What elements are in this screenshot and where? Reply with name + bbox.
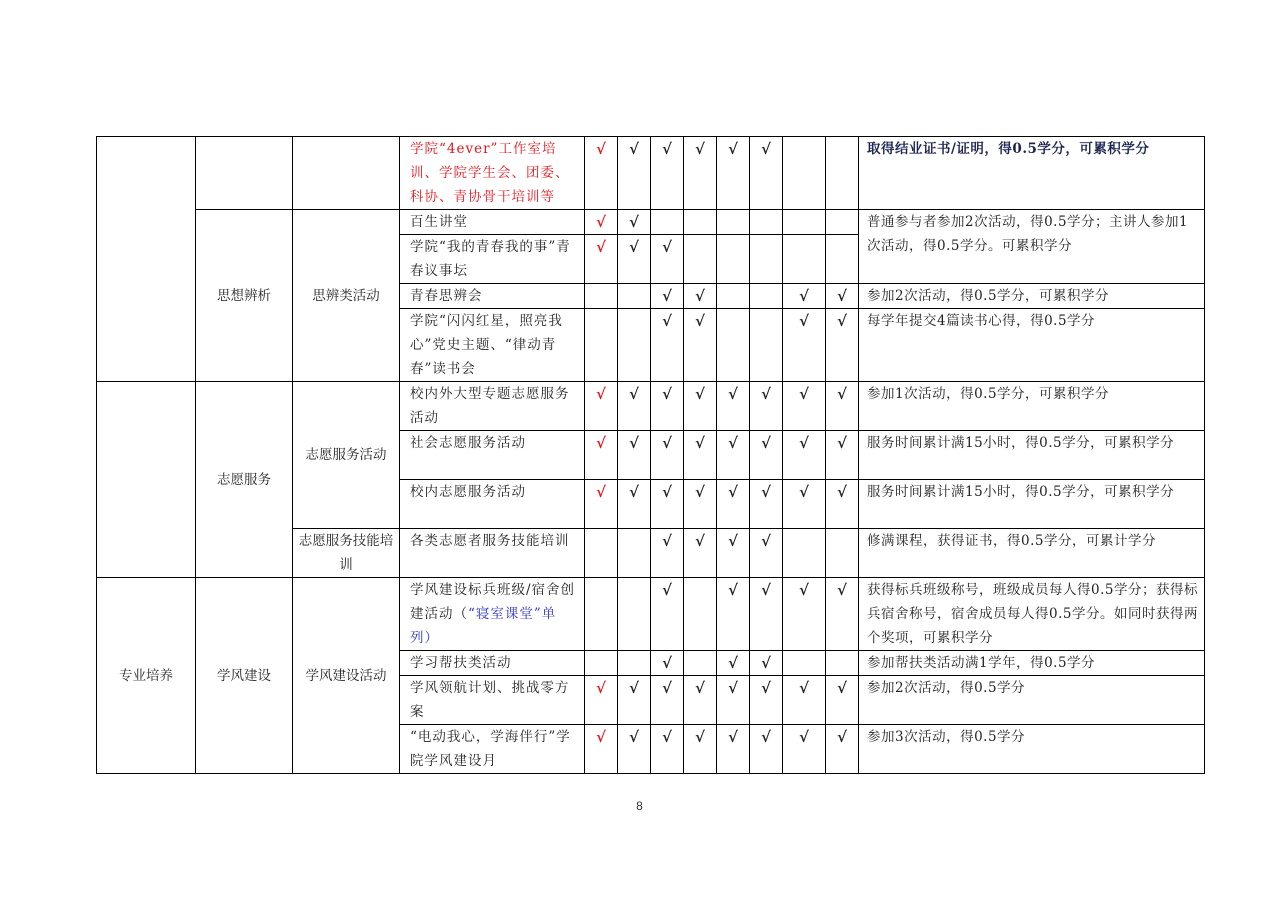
note-cell: 参加3次活动，得0.5学分 — [859, 725, 1205, 774]
empty-cell — [717, 210, 750, 235]
check-mark: √ — [750, 382, 783, 431]
type-label: 志愿服务技能培训 — [293, 529, 400, 578]
note-cell: 参加1次活动，得0.5学分，可累积学分 — [859, 382, 1205, 431]
check-mark: √ — [684, 431, 717, 480]
check-mark: √ — [618, 725, 651, 774]
note-cell: 修满课程，获得证书，得0.5学分，可累计学分 — [859, 529, 1205, 578]
check-mark: √ — [783, 284, 826, 309]
type-label: 学风建设活动 — [293, 578, 400, 774]
check-mark: √ — [651, 284, 684, 309]
table-row — [97, 382, 1205, 431]
check-mark: √ — [585, 431, 618, 480]
activity-cell: 校内外大型专题志愿服务活动 — [400, 382, 585, 431]
check-mark: √ — [717, 676, 750, 725]
empty-cell — [750, 235, 783, 284]
check-mark: √ — [717, 578, 750, 651]
check-mark: √ — [826, 309, 859, 382]
check-mark: √ — [717, 382, 750, 431]
activity-cell: 学院“闪闪红星，照亮我心”党史主题、“律动青春”读书会 — [400, 309, 585, 382]
empty-cell — [826, 210, 859, 235]
check-mark: √ — [717, 480, 750, 529]
check-mark: √ — [651, 676, 684, 725]
check-mark: √ — [585, 235, 618, 284]
check-mark: √ — [783, 309, 826, 382]
empty-cell — [585, 651, 618, 676]
check-mark: √ — [651, 480, 684, 529]
note-cell: 取得结业证书/证明，得0.5学分，可累积学分 — [859, 137, 1205, 210]
check-mark: √ — [618, 676, 651, 725]
check-mark: √ — [783, 676, 826, 725]
empty-cell — [783, 210, 826, 235]
empty-cell — [618, 529, 651, 578]
category-cell-top — [97, 137, 196, 382]
check-mark: √ — [684, 529, 717, 578]
empty-cell — [826, 651, 859, 676]
check-mark: √ — [651, 235, 684, 284]
check-mark: √ — [618, 431, 651, 480]
empty-cell — [684, 578, 717, 651]
check-mark: √ — [783, 382, 826, 431]
check-mark: √ — [826, 431, 859, 480]
empty-cell — [684, 210, 717, 235]
activity-cell: 百生讲堂 — [400, 210, 585, 235]
check-mark: √ — [750, 578, 783, 651]
check-mark: √ — [651, 309, 684, 382]
activity-cell: “电动我心，学海伴行”学院学风建设月 — [400, 725, 585, 774]
check-mark: √ — [651, 578, 684, 651]
activity-highlight: “寝室课堂”单列 — [410, 606, 557, 646]
check-mark: √ — [750, 431, 783, 480]
empty-cell — [717, 235, 750, 284]
type-label: 思辨类活动 — [293, 210, 400, 382]
check-mark: √ — [717, 431, 750, 480]
empty-cell — [585, 578, 618, 651]
check-mark: √ — [618, 137, 651, 210]
check-mark: √ — [684, 676, 717, 725]
empty-cell — [684, 235, 717, 284]
empty-cell — [750, 309, 783, 382]
check-mark: √ — [618, 235, 651, 284]
note-cell: 获得标兵班级称号，班级成员每人得0.5学分；获得标兵宿舍称号，宿舍成员每人得0.5学分。如同时获得两个奖项，可累积学分 — [859, 578, 1205, 651]
category-label: 专业培养 — [97, 578, 196, 774]
table-row — [97, 137, 1205, 210]
note-cell: 参加2次活动，得0.5学分，可累积学分 — [859, 284, 1205, 309]
check-mark: √ — [750, 725, 783, 774]
empty-cell — [618, 309, 651, 382]
check-mark: √ — [783, 578, 826, 651]
empty-cell — [783, 651, 826, 676]
check-mark: √ — [826, 480, 859, 529]
empty-cell — [826, 529, 859, 578]
category-cell-middle — [97, 382, 196, 578]
check-mark: √ — [651, 725, 684, 774]
check-mark: √ — [585, 382, 618, 431]
empty-cell — [750, 284, 783, 309]
empty-cell — [684, 651, 717, 676]
activity-cell — [400, 578, 585, 651]
subcategory-label: 思想辨析 — [196, 210, 293, 382]
check-mark: √ — [585, 676, 618, 725]
empty-cell — [750, 210, 783, 235]
check-mark: √ — [783, 480, 826, 529]
activity-cell: 青春思辨会 — [400, 284, 585, 309]
check-mark: √ — [651, 431, 684, 480]
note-cell: 服务时间累计满15小时，得0.5学分，可累积学分 — [859, 480, 1205, 529]
type-label: 志愿服务活动 — [293, 382, 400, 529]
activity-cell: 学院“4ever”工作室培训、学院学生会、团委、科协、青协骨干培训等 — [400, 137, 585, 210]
check-mark: √ — [651, 137, 684, 210]
empty-cell — [618, 578, 651, 651]
check-mark: √ — [750, 137, 783, 210]
activity-cell: 各类志愿者服务技能培训 — [400, 529, 585, 578]
check-mark: √ — [684, 480, 717, 529]
table-row — [97, 578, 1205, 651]
empty-cell — [717, 309, 750, 382]
activity-cell: 校内志愿服务活动 — [400, 480, 585, 529]
check-mark: √ — [585, 137, 618, 210]
check-mark: √ — [717, 725, 750, 774]
check-mark: √ — [684, 284, 717, 309]
check-mark: √ — [651, 651, 684, 676]
subcategory-label: 学风建设 — [196, 578, 293, 774]
empty-cell — [585, 529, 618, 578]
note-cell: 普通参与者参加2次活动，得0.5学分；主讲人参加1次活动，得0.5学分。可累积学分 — [859, 210, 1205, 284]
note-cell: 参加帮扶类活动满1学年，得0.5学分 — [859, 651, 1205, 676]
check-mark: √ — [783, 725, 826, 774]
note-cell: 服务时间累计满15小时，得0.5学分，可累积学分 — [859, 431, 1205, 480]
empty-cell — [618, 651, 651, 676]
empty-cell — [826, 235, 859, 284]
check-mark: √ — [684, 382, 717, 431]
subcategory-label: 志愿服务 — [196, 382, 293, 578]
activity-cell: 学院“我的青春我的事”青春议事坛 — [400, 235, 585, 284]
empty-cell — [717, 284, 750, 309]
check-mark: √ — [717, 651, 750, 676]
check-mark: √ — [618, 480, 651, 529]
empty-cell — [783, 529, 826, 578]
check-mark: √ — [826, 676, 859, 725]
check-mark: √ — [618, 382, 651, 431]
empty-cell — [618, 284, 651, 309]
check-mark: √ — [618, 210, 651, 235]
empty-cell — [783, 137, 826, 210]
check-mark: √ — [826, 382, 859, 431]
activity-cell: 学风领航计划、挑战零方案 — [400, 676, 585, 725]
empty-cell — [585, 284, 618, 309]
empty-cell — [783, 235, 826, 284]
activity-text: 学风建设标兵班级/宿舍创建活动（ — [410, 582, 576, 622]
empty-cell — [585, 309, 618, 382]
page-number: 8 — [636, 799, 643, 813]
check-mark: √ — [717, 529, 750, 578]
check-mark: √ — [585, 210, 618, 235]
check-mark: √ — [826, 284, 859, 309]
check-mark: √ — [585, 725, 618, 774]
check-mark: √ — [783, 431, 826, 480]
activity-cell: 学习帮扶类活动 — [400, 651, 585, 676]
check-mark: √ — [826, 578, 859, 651]
check-mark: √ — [750, 529, 783, 578]
check-mark: √ — [826, 725, 859, 774]
type-cell-empty — [293, 137, 400, 210]
note-cell: 参加2次活动，得0.5学分 — [859, 676, 1205, 725]
table-row — [97, 210, 1205, 235]
check-mark: √ — [750, 676, 783, 725]
check-mark: √ — [717, 137, 750, 210]
empty-cell — [826, 137, 859, 210]
empty-cell — [651, 210, 684, 235]
check-mark: √ — [684, 309, 717, 382]
check-mark: √ — [684, 137, 717, 210]
check-mark: √ — [585, 480, 618, 529]
subcategory-cell-empty — [196, 137, 293, 210]
check-mark: √ — [750, 480, 783, 529]
check-mark: √ — [651, 382, 684, 431]
check-mark: √ — [750, 651, 783, 676]
activity-text: ） — [424, 630, 439, 646]
check-mark: √ — [684, 725, 717, 774]
note-cell: 每学年提交4篇读书心得，得0.5学分 — [859, 309, 1205, 382]
activity-cell: 社会志愿服务活动 — [400, 431, 585, 480]
check-mark: √ — [651, 529, 684, 578]
credit-table — [96, 136, 1205, 774]
